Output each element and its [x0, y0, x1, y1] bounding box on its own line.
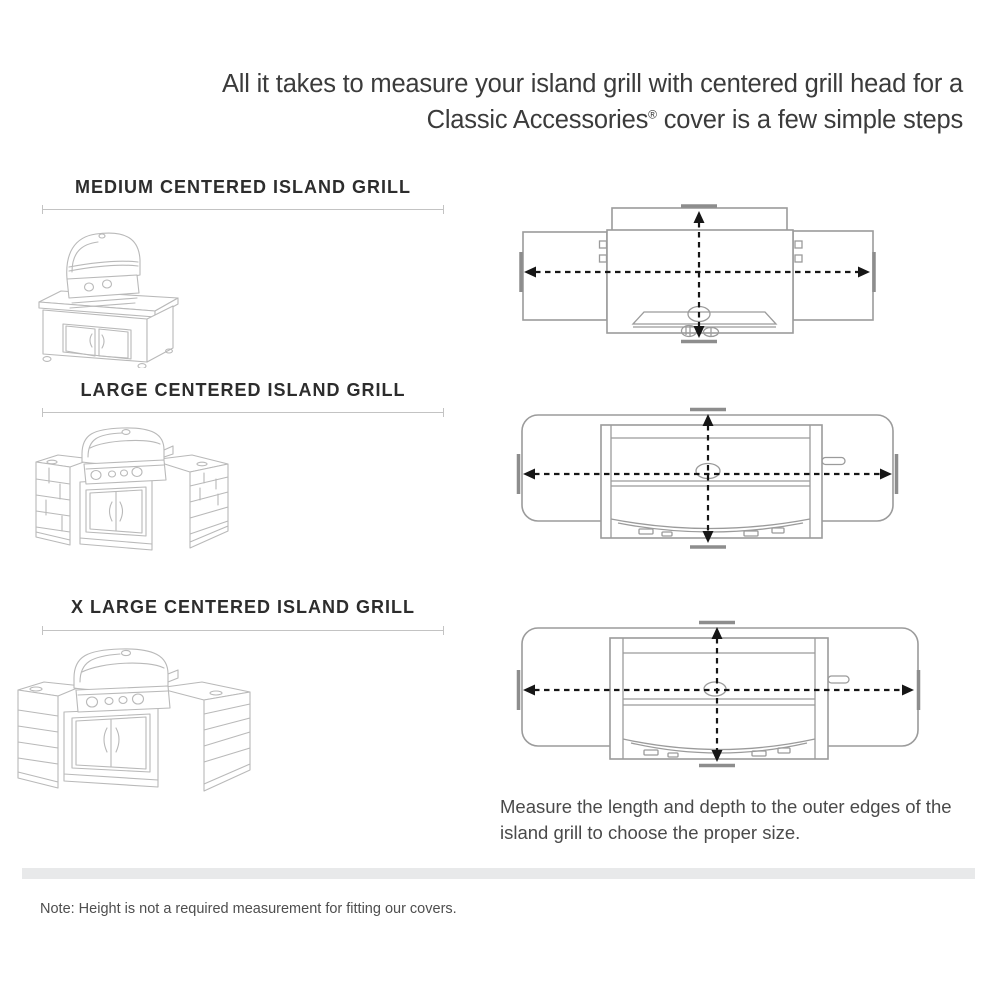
- page-title: [113, 66, 963, 138]
- large-grill-illustration: [34, 424, 230, 574]
- rule-line: [42, 209, 444, 210]
- medium-topdown-diagram: [516, 202, 878, 344]
- control-panel: [84, 460, 166, 484]
- left-wing-front: [18, 690, 58, 782]
- foot: [138, 364, 146, 368]
- page-title-line2-rest: cover is a few simple steps: [656, 106, 963, 134]
- side-bracket: [168, 670, 178, 682]
- section-heading-xlarge: X LARGE CENTERED ISLAND GRILL: [70, 597, 415, 617]
- section-rule-large: [42, 408, 444, 417]
- side-bracket: [164, 446, 173, 457]
- xlarge-grill-illustration: [12, 644, 258, 812]
- control-panel: [76, 686, 170, 712]
- medium-grill-illustration: [36, 220, 182, 368]
- section-rule-medium: [42, 205, 444, 214]
- measure-instruction: Measure the length and depth to the outer edges of the island grill to choose the proper size.: [500, 796, 952, 843]
- rule-line: [42, 630, 444, 631]
- grill-hood: [67, 233, 140, 279]
- right-wing-side: [190, 464, 228, 542]
- registered-trademark-symbol: ®: [648, 107, 657, 122]
- page-title-line1: All it takes to measure your island grill with centered grill head for a: [221, 70, 963, 98]
- page-title-line2: [113, 102, 963, 138]
- xlarge-topdown-diagram: [514, 620, 923, 768]
- height-note: Note: Height is not a required measurement for fitting our covers.: [40, 901, 457, 917]
- section-rule-xlarge: [42, 626, 444, 635]
- divider-bar: [22, 868, 975, 879]
- section-heading-large: LARGE CENTERED ISLAND GRILL: [80, 380, 406, 400]
- brand-name: Classic Accessories: [426, 106, 649, 134]
- rule-line: [42, 412, 444, 413]
- section-heading-medium: MEDIUM CENTERED ISLAND GRILL: [75, 177, 411, 197]
- foot: [43, 357, 51, 362]
- large-topdown-diagram: [514, 407, 901, 549]
